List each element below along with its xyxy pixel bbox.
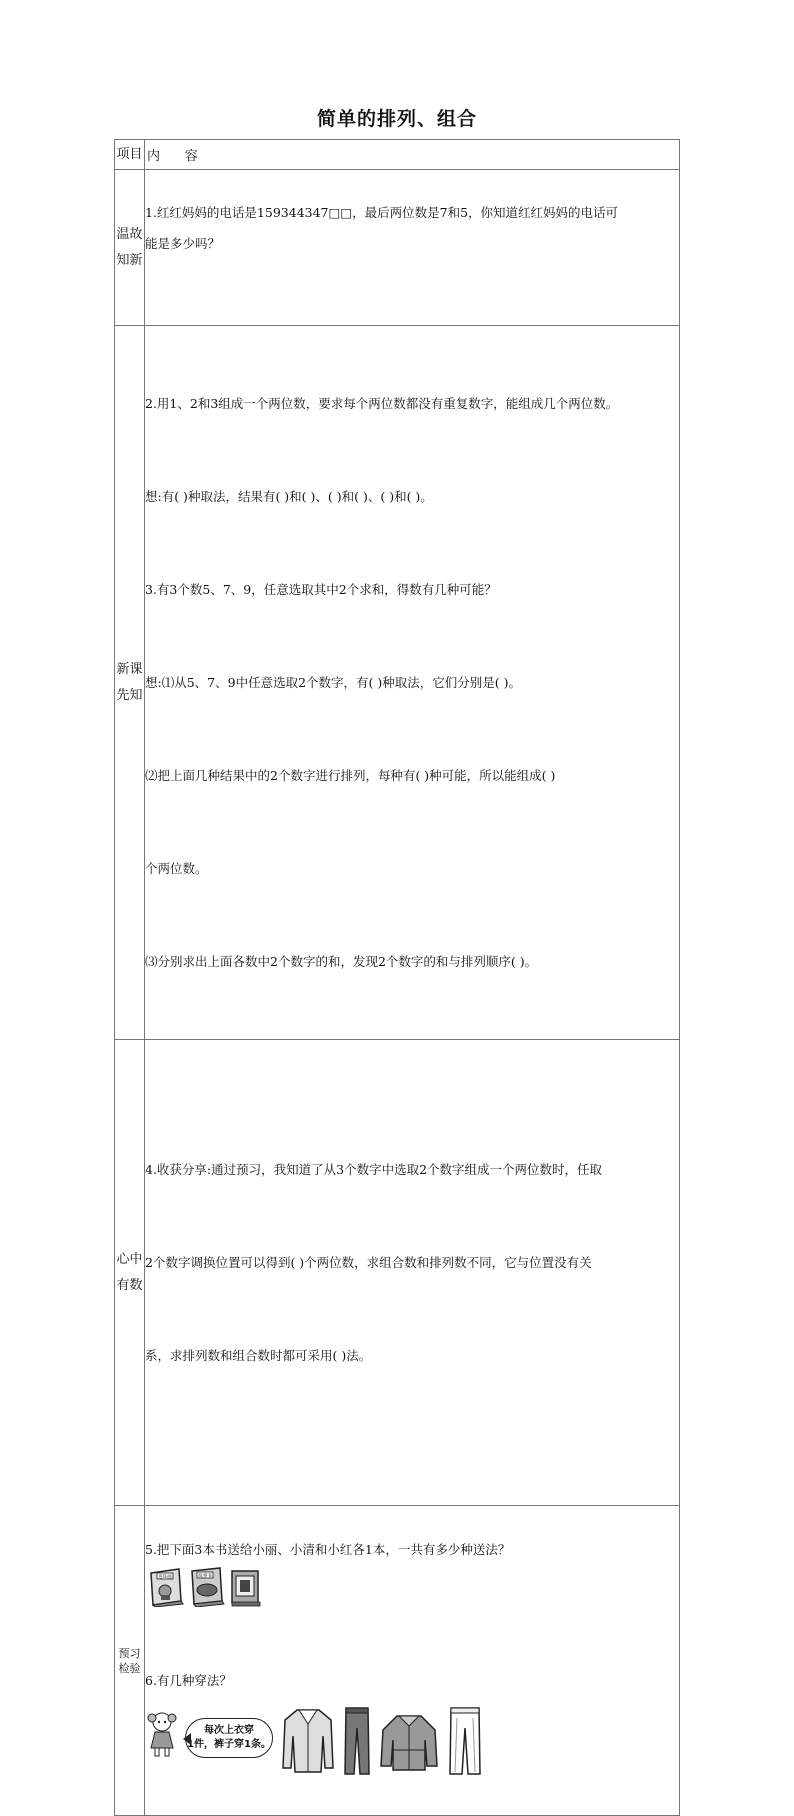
fill-in-line: 2个数字调换位置可以得到( )个两位数，求组合数和排列数不同，它与位置没有关 [145, 1255, 592, 1270]
header-content: 内 容 [145, 140, 680, 170]
fill-in-line: ⑶分别求出上面各数中2个数字的和，发现2个数字的和与排列顺序( )。 [145, 954, 538, 969]
dark-pants-icon [343, 1706, 371, 1776]
section-content [145, 326, 680, 1040]
question-line: 5.把下面3本书送给小丽、小清和小红各1本，一共有多少种送法？ [145, 1542, 511, 1557]
question-line: 1.红红妈妈的电话是159344347□□，最后两位数是7和5，你知道红红妈妈的电话可 [145, 204, 619, 220]
section-preview [115, 326, 680, 1040]
comic-book-icon [147, 1567, 185, 1607]
question-line: 4.收获分享:通过预习，我知道了从3个数字中选取2个数字组成一个两位数时，任取 [145, 1162, 603, 1177]
girl-icon [147, 1710, 177, 1758]
section-content [145, 1040, 680, 1506]
speech-bubble: 每次上衣穿 1件，裤子穿1条。 [185, 1718, 273, 1758]
question-line: 2.用1、2和3组成一个两位数，要求每个两位数都没有重复数字，能组成几个两位数。 [145, 396, 619, 411]
dictionary-icon [229, 1567, 263, 1607]
clothing-images [147, 1696, 679, 1776]
fill-in-line: 想:⑴从5、7、9中任意选取2个数字，有( )种取法，它们分别是( )。 [145, 675, 521, 690]
section-summary [115, 1040, 680, 1506]
section-check [115, 1506, 680, 1816]
question-line: 3.有3个数5、7、9，任意选取其中2个求和，得数有几种可能？ [145, 582, 497, 597]
header-row [115, 140, 680, 170]
fill-in-line: 想:有( )种取法，结果有( )和( )、( )和( )、( )和( )。 [145, 489, 433, 504]
section-content [145, 170, 680, 326]
section-label: 温故 知新 [115, 170, 145, 326]
jacket-icon [281, 1706, 335, 1776]
section-label: 心中 有数 [115, 1040, 145, 1506]
section-label: 新课 先知 [115, 326, 145, 1040]
section-label: 预习 检验 [115, 1506, 145, 1816]
worksheet-table [114, 139, 680, 1816]
book-title: 连环画 [158, 1575, 172, 1580]
book-title: 故事书 [198, 1574, 212, 1579]
section-review [115, 170, 680, 326]
fill-in-line: 个两位数。 [145, 861, 208, 876]
header-item: 项目 [115, 140, 145, 170]
fill-in-line: ⑵把上面几种结果中的2个数字进行排列，每种有( )种可能，所以能组成( ) [145, 768, 556, 783]
question-line: 6.有几种穿法？ [145, 1673, 232, 1688]
fill-in-line: 系，求排列数和组合数时都可采用( )法。 [145, 1348, 372, 1363]
padded-jacket-icon [379, 1710, 439, 1776]
book-images [147, 1567, 679, 1611]
page-title: 简单的排列、组合 [316, 108, 477, 130]
light-pants-icon [447, 1706, 483, 1776]
section-content [145, 1506, 680, 1816]
story-book-icon [188, 1567, 226, 1607]
question-line: 能是多少吗？ [145, 235, 221, 251]
